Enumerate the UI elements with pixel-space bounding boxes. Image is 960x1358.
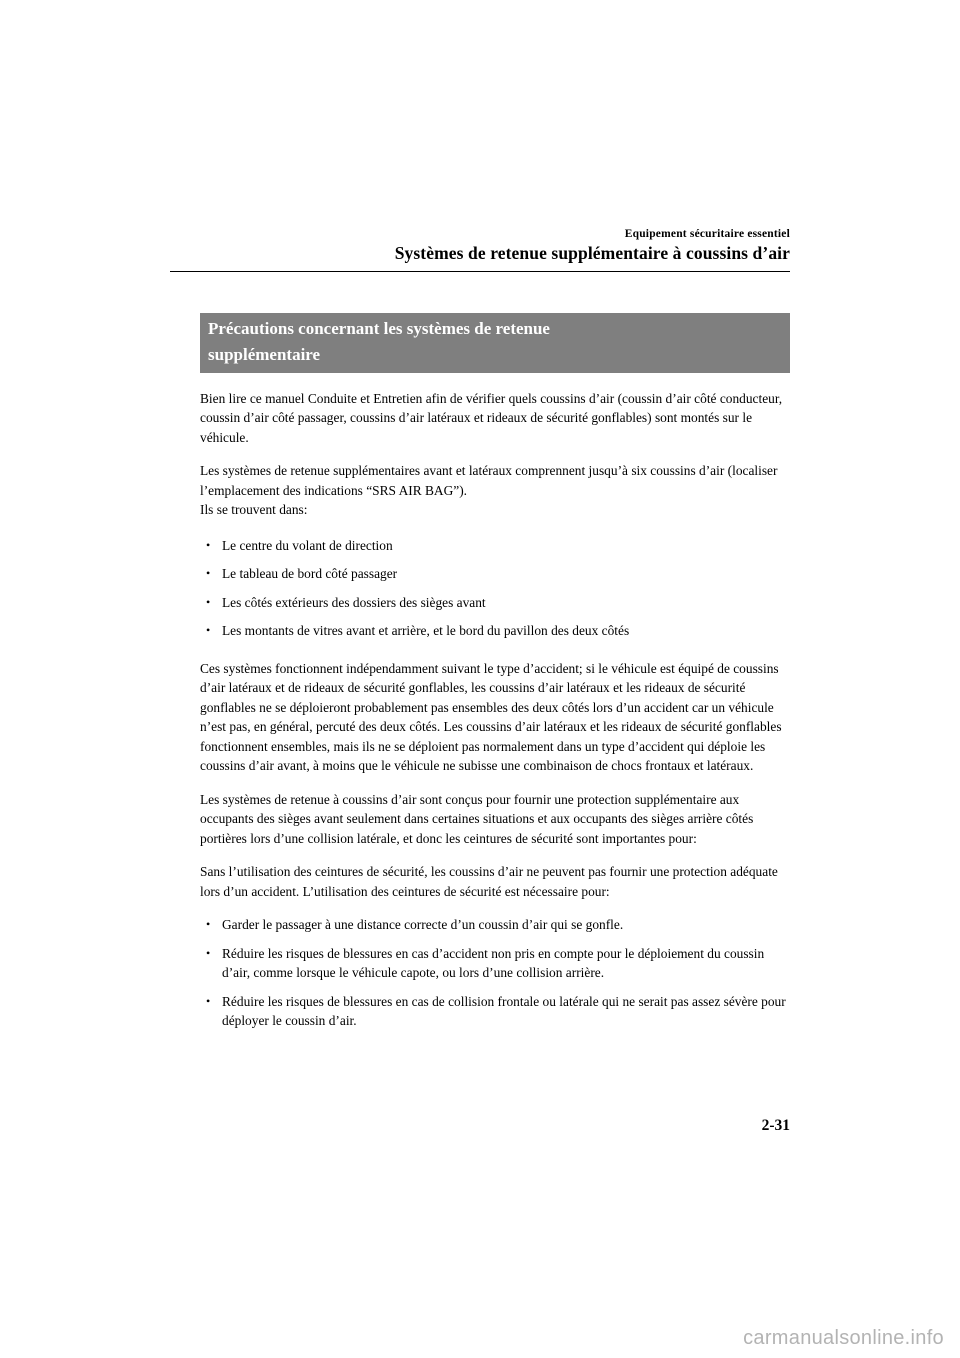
header-rule xyxy=(170,271,790,272)
paragraph-intro: Bien lire ce manuel Conduite et Entretien afin de vérifier quels coussins d’air (coussin d’air côté conducteur, coussin d’air côté passager, coussins d’air latéraux et rideaux de sécurité gonflables) sont montés sur le véhicule. xyxy=(200,390,783,445)
section-title xyxy=(200,313,790,373)
bullet-icon: • xyxy=(206,566,211,581)
list-item xyxy=(200,992,790,1031)
page-number: 2-31 xyxy=(761,1117,790,1134)
list-item xyxy=(200,944,790,983)
header-chapter-title: Systèmes de retenue supplémentaire à coussins d’air xyxy=(394,243,790,263)
header-kicker: Equipement sécuritaire essentiel xyxy=(624,228,790,240)
list-item xyxy=(200,536,790,556)
seatbelt-reasons-list xyxy=(200,915,790,1031)
bullet-icon: • xyxy=(206,594,211,609)
paragraph-deployment: Ces systèmes fonctionnent indépendamment suivant le type d’accident; si le véhicule est équipé de coussins d’air latéraux et de rideaux de sécurité gonflables, les coussins d’air latéraux et les rideaux de sécurité gonflables ne se déploieront probablement pas ensembles des deux côtés lors d’un accident car un véhicule n’est pas, en général, percuté des deux côtés. Les coussins d’air latéraux et les rideaux de sécurité gonflables fonctionnent ensembles, mais ils ne se déploient pas normalement dans un type d’accident qui déploie les coussins d’air avant, à moins que le véhicule ne subisse une combinaison de chocs frontaux et latéraux. xyxy=(200,660,782,774)
paragraph-seatbelts: Sans l’utilisation des ceintures de sécurité, les coussins d’air ne peuvent pas fournir une protection adéquate lors d’un accident. L’utilisation des ceintures de sécurité est nécessaire pour: xyxy=(200,864,778,899)
bullet-icon: • xyxy=(206,993,211,1008)
list-item-text: Les côtés extérieurs des dossiers des sièges avant xyxy=(222,594,486,610)
page-header xyxy=(170,228,790,264)
list-item xyxy=(200,564,790,584)
airbag-locations-list xyxy=(200,536,790,641)
paragraph-systems: Les systèmes de retenue supplémentaires avant et latéraux comprennent jusqu’à six coussins d’air (localiser l’emplacement des indications “SRS AIR BAG”). xyxy=(200,463,778,498)
list-item-text: Garder le passager à une distance correcte d’un coussin d’air qui se gonfle. xyxy=(222,917,624,933)
list-item-text: Le centre du volant de direction xyxy=(222,537,393,553)
bullet-icon: • xyxy=(206,623,211,638)
paragraph-protection: Les systèmes de retenue à coussins d’air sont conçus pour fournir une protection supplémentaire aux occupants des sièges avant seulement dans certaines situations et aux occupants des sièges arrière côtés portières lors d’une collision latérale, et donc les ceintures de sécurité sont importantes pour: xyxy=(200,791,754,846)
list-item xyxy=(200,593,790,613)
list-item xyxy=(200,621,790,641)
list-item-text: Les montants de vitres avant et arrière, et le bord du pavillon des deux côtés xyxy=(222,623,630,639)
watermark: carmanualsonline.info xyxy=(743,1327,944,1349)
bullet-icon: • xyxy=(206,917,211,932)
paragraph-locations-lead: Ils se trouvent dans: xyxy=(200,502,308,518)
list-item xyxy=(200,915,790,935)
section-title-line1: Précautions concernant les systèmes de retenue xyxy=(208,319,550,338)
bullet-icon: • xyxy=(206,945,211,960)
page-content xyxy=(200,313,790,1049)
bullet-icon: • xyxy=(206,537,211,552)
list-item-text: Le tableau de bord côté passager xyxy=(222,566,398,582)
section-title-line2: supplémentaire xyxy=(208,345,321,365)
list-item-text: Réduire les risques de blessures en cas d’accident non pris en compte pour le déploiement du coussin d’air, comme lorsque le véhicule capote, ou lors d’une collision arrière. xyxy=(222,945,765,981)
list-item-text: Réduire les risques de blessures en cas de collision frontale ou latérale qui ne serait pas assez sévère pour déployer le coussin d’air. xyxy=(222,993,786,1029)
